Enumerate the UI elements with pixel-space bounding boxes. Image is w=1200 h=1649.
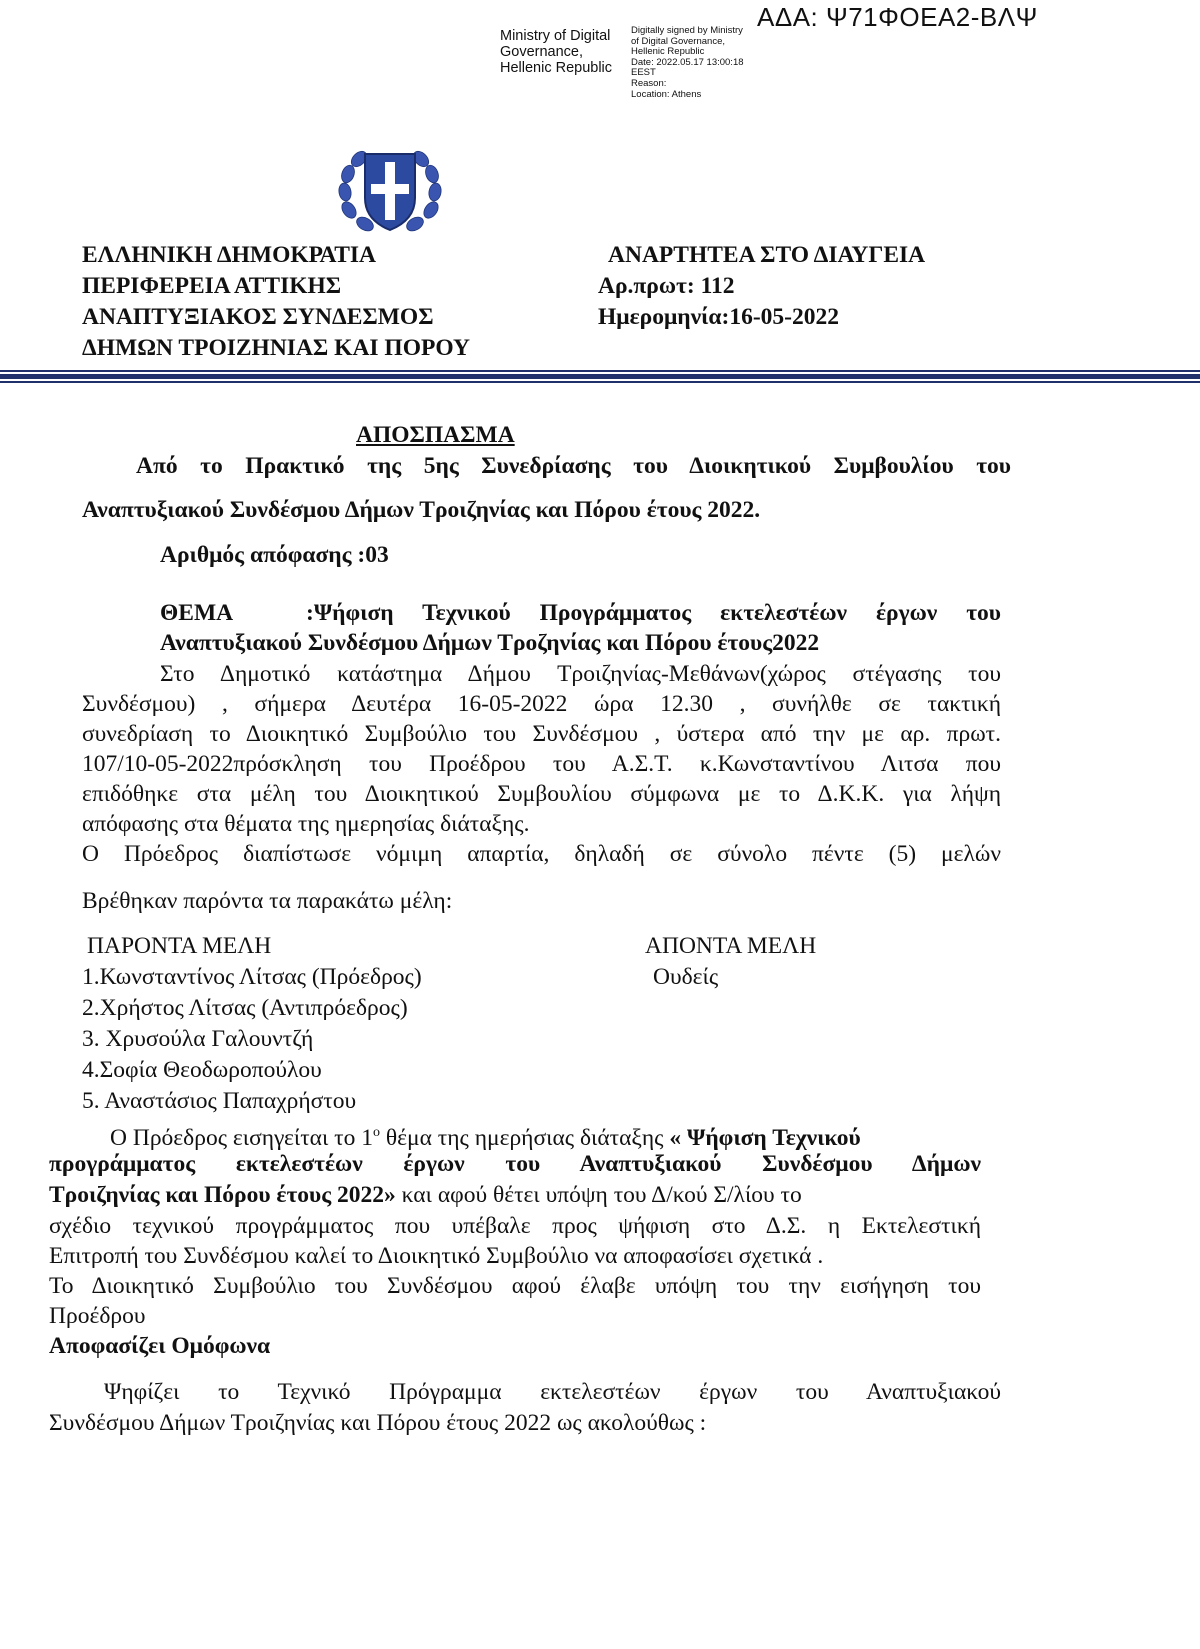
proposal-line: σχέδιο τεχνικού προγράμματος που υπέβαλε προς ψήφιση στο Δ.Σ. η Εκτελεστική (49, 1213, 981, 1239)
proposal-line: Επιτροπή του Συνδέσμου καλεί το Διοικητικό Συμβούλιο να αποφασίσει σχετικά . (49, 1243, 824, 1269)
signature-detail-line: Digitally signed by Ministry (631, 25, 743, 36)
present-members-header: ΠΑΡΟΝΤΑ ΜΕΛΗ (87, 933, 272, 959)
proposal-subject: προγράμματος εκτελεστέων έργων του Αναπτυξιακού Συνδέσμου Δήμων (49, 1151, 981, 1177)
hellenic-emblem-icon (335, 140, 445, 240)
issuer-header (82, 240, 470, 364)
member-item: 1.Κωνσταντίνος Λίτσας (Πρόεδρος) (82, 964, 422, 990)
subtitle-line: Από το Πρακτικό της 5ης Συνεδρίασης του Διοικητικού Συμβουλίου του (136, 453, 1011, 479)
signature-detail-line: Location: Athens (631, 88, 702, 100)
issuer-line: ΑΝΑΠΤΥΞΙΑΚΟΣ ΣΥΝΔΕΣΜΟΣ (82, 304, 434, 330)
vote-line: Ψηφίζει το Τεχνικό Πρόγραμμα εκτελεστέων έργων του Αναπτυξιακού (104, 1379, 1001, 1405)
decision-number: Αριθμός απόφασης :03 (160, 542, 389, 568)
signature-signer (500, 28, 612, 76)
protocol-header (598, 240, 925, 333)
document-title: ΑΠΟΣΠΑΣΜΑ (356, 422, 515, 448)
signature-detail-line: of Digital Governance, (631, 35, 725, 47)
proposal-subject: Τροιζηνίας και Πόρου έτους 2022» (49, 1182, 396, 1208)
board-line: Το Διοικητικό Συμβούλιο του Συνδέσμου αφού έλαβε υπόψη του την εισήγηση του (49, 1273, 981, 1299)
body-line: Ο Πρόεδρος διαπίστωσε νόμιμη απαρτία, δηλαδή σε σύνολο πέντε (5) μελών (82, 841, 1001, 867)
ada-code: ΑΔΑ: Ψ71ΦΟΕΑ2-ΒΛΨ (757, 2, 1038, 32)
decision-verdict: Αποφασίζει Ομόφωνα (49, 1333, 271, 1359)
subject-line: :Ψήφιση Τεχνικού Προγράμματος εκτελεστέων έργων του (306, 600, 1001, 626)
absent-members-header: ΑΠΟΝΤΑ ΜΕΛΗ (645, 933, 817, 959)
proposal-subject: « Ψήφιση Τεχνικού (669, 1124, 861, 1151)
signature-detail-line: EEST (631, 67, 656, 79)
absent-members-list (653, 962, 718, 993)
present-members-list (82, 962, 422, 1117)
issuer-line: ΠΕΡΙΦΕΡΕΙΑ ΑΤΤΙΚΗΣ (82, 273, 342, 299)
protocol-date: Ημερομηνία:16-05-2022 (598, 304, 840, 330)
protocol-number: Αρ.πρωτ: 112 (598, 273, 735, 299)
body-line: 107/10-05-2022πρόσκληση του Προέδρου του Α.Σ.Τ. κ.Κωνσταντίνου Λιτσα που (82, 751, 1001, 777)
signature-signer-line: Hellenic Republic (500, 60, 613, 76)
subject-label: ΘΕΜΑ (160, 600, 234, 626)
body-line: Στο Δημοτικό κατάστημα Δήμου Τροιζηνίας-Μεθάνων(χώρος στέγασης του (160, 661, 1001, 687)
body-line: συνεδρίαση το Διοικητικό Συμβούλιο του Συνδέσμου , ύστερα από την με αρ. πρωτ. (82, 721, 1001, 747)
member-item: 3. Χρυσούλα Γαλουντζή (82, 1026, 314, 1052)
proposal-line (110, 1118, 861, 1153)
member-item: 4.Σοφία Θεοδωροπούλου (82, 1057, 322, 1083)
subtitle-line: Αναπτυξιακού Συνδέσμου Δήμων Τροιζηνίας και Πόρου έτους 2022. (82, 497, 761, 523)
issuer-line: ΔΗΜΩΝ ΤΡΟΙΖΗΝΙΑΣ ΚΑΙ ΠΟΡΟΥ (82, 335, 470, 361)
proposal-text: Ο Πρόεδρος εισηγείται το 1 (110, 1124, 373, 1151)
header-divider (0, 370, 1200, 383)
present-intro: Βρέθηκαν παρόντα τα παρακάτω μέλη: (82, 888, 453, 914)
signature-detail-line: Date: 2022.05.17 13:00:18 (631, 56, 744, 68)
signature-signer-line: Ministry of Digital (500, 28, 611, 44)
member-item: 2.Χρήστος Λίτσας (Αντιπρόεδρος) (82, 995, 408, 1021)
issuer-line: ΕΛΛΗΝΙΚΗ ΔΗΜΟΚΡΑΤΙΑ (82, 242, 377, 268)
ordinal-suffix: ο (373, 1125, 380, 1140)
signature-details (631, 26, 744, 100)
proposal-line (49, 1180, 802, 1210)
member-item: Ουδείς (653, 964, 719, 990)
proposal-text: θέμα της ημερήσιας διάταξης (380, 1124, 670, 1151)
body-line: επιδόθηκε στα μέλη του Διοικητικού Συμβουλίου σύμφωνα με το Δ.Κ.Κ. για λήψη (82, 781, 1001, 807)
signature-detail-line: Reason: (631, 77, 667, 89)
diavgeia-notice: ΑΝΑΡΤΗΤΕΑ ΣΤΟ ΔΙΑΥΓΕΙΑ (608, 242, 926, 268)
proposal-text: και αφού θέτει υπόψη του Δ/κού Σ/λίου το (395, 1182, 802, 1208)
signature-detail-line: Hellenic Republic (631, 46, 705, 58)
vote-line: Συνδέσμου Δήμων Τροιζηνίας και Πόρου έτους 2022 ως ακολούθως : (49, 1410, 707, 1436)
body-line: απόφασης στα θέματα της ημερησίας διάταξης. (82, 811, 530, 837)
board-line: Προέδρου (49, 1303, 146, 1329)
member-item: 5. Αναστάσιος Παπαχρήστου (82, 1088, 357, 1114)
body-line: Συνδέσμου) , σήμερα Δευτέρα 16-05-2022 ώρα 12.30 , συνήλθε σε τακτική (82, 691, 1001, 717)
signature-signer-line: Governance, (500, 44, 584, 60)
subject-line: Αναπτυξιακού Συνδέσμου Δήμων Τροζηνίας και Πόρου έτους2022 (160, 630, 820, 656)
